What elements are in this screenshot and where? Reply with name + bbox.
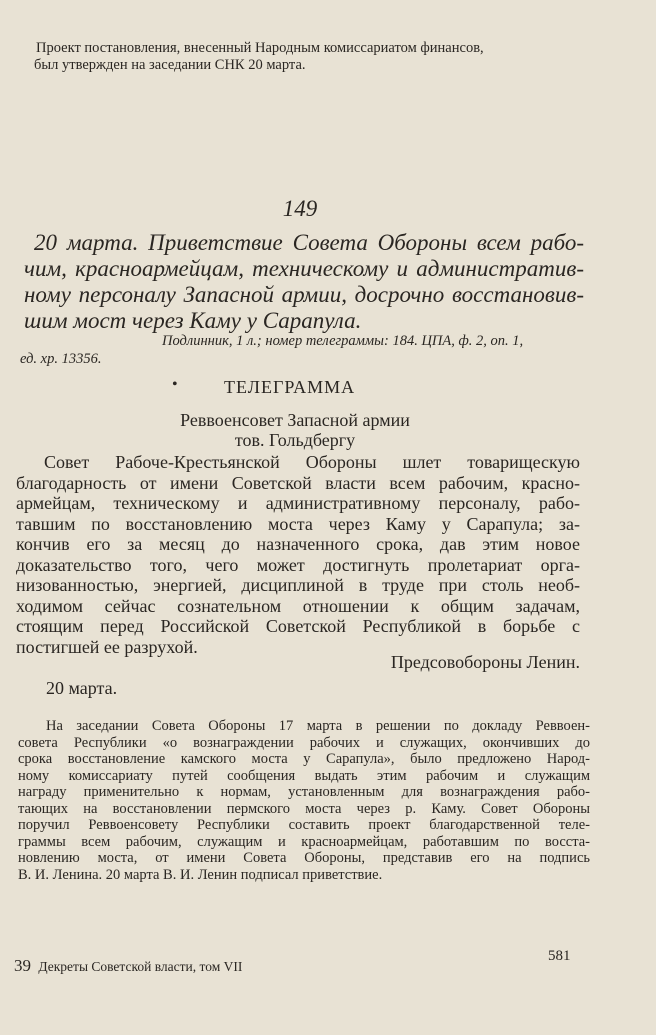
heading-line: ному персоналу Запасной армии, досрочно восстановив- <box>24 282 584 307</box>
document-number: 149 <box>282 196 318 221</box>
note-line: новлению моста, от имени Совета Обороны, представив его на подпись <box>18 850 590 866</box>
addressee-line: тов. Гольдбергу <box>234 430 356 450</box>
body-line: низованностью, энергией, дисциплиной в труде при столь необ- <box>16 575 580 595</box>
telegram-body <box>16 452 580 657</box>
bullet-mark: • <box>172 376 178 393</box>
source-line: Подлинник, 1 л.; номер телеграммы: 184. ЦПА, ф. 2, оп. 1, <box>162 333 524 349</box>
heading-line: чим, красноармейцам, техническому и административ- <box>24 256 584 281</box>
top-note-line: был утвержден на заседании СНК 20 марта. <box>34 57 306 73</box>
body-line: постигшей ее разрухой. <box>16 636 198 657</box>
note-line: граммы всем рабочим, служащим и красноармейцам, работавшим по восста- <box>18 833 590 850</box>
body-line: благодарность от имени Советской власти всем рабочим, красно- <box>16 472 580 493</box>
signature-text: Декреты Советской власти, том VII <box>38 959 243 974</box>
note-line: поручил Реввоенсовету Республики составить проект благодарственной теле- <box>18 817 590 833</box>
body-line: Совет Рабоче-Крестьянской Обороны шлет товарищескую <box>44 452 580 472</box>
body-line: кончив его за месяц до назначенного срока, дав этим новое <box>16 534 580 554</box>
note-line: ному комиссариату путей сообщения выдать этим рабочим и служащим <box>18 767 590 784</box>
top-note <box>36 40 596 74</box>
heading-line: шим мост через Каму у Сарапула. <box>24 308 362 333</box>
heading-line: 20 марта. Приветствие Совета Обороны всем рабо- <box>34 230 584 255</box>
body-line: армейцам, техническому и административному персоналу, рабо- <box>16 493 580 513</box>
addressee-line: Реввоенсовет Запасной армии <box>180 410 410 430</box>
note-line: награду применительно к нормам, установленным для вознаграждения рабо- <box>18 784 590 800</box>
body-line: ходимом сейчас сознательном отношении к общим задачам, <box>16 595 580 616</box>
document-heading <box>24 230 584 334</box>
addressee <box>0 410 590 450</box>
note-line: На заседании Совета Обороны 17 марта в решении по докладу Реввоен- <box>46 718 590 734</box>
page-number: 581 <box>548 948 571 964</box>
body-line: тавшим по восстановлению моста через Каму у Сарапула; за- <box>16 513 580 534</box>
signature-number: 39 <box>14 956 31 975</box>
source-reference <box>20 332 590 368</box>
body-line: стоящим перед Российской Советской Республикой в борьбе с <box>16 616 580 636</box>
note-line: совета Республики «о вознаграждении рабочих и служащих, окончивших до <box>18 734 590 751</box>
note-line: В. И. Ленина. 20 марта В. И. Ленин подписал приветствие. <box>18 866 383 883</box>
telegram-date: 20 марта. <box>46 678 118 698</box>
top-note-line: Проект постановления, внесенный Народным комиссариатом финансов, <box>36 40 484 56</box>
telegram-title: ТЕЛЕГРАММА <box>224 377 356 397</box>
body-line: доказательство того, чего может достигнуть пролетариат орга- <box>16 554 580 575</box>
note-line: тающих на восстановлении пермского моста через р. Каму. Совет Обороны <box>18 800 590 817</box>
footer-signature <box>14 956 242 976</box>
signature: Предсовобороны Ленин. <box>390 652 580 672</box>
note-line: срока восстановление камского моста у Сарапула», было предложено Народ- <box>18 751 590 767</box>
bottom-note <box>18 718 590 883</box>
source-line: ед. хр. 13356. <box>20 351 102 367</box>
